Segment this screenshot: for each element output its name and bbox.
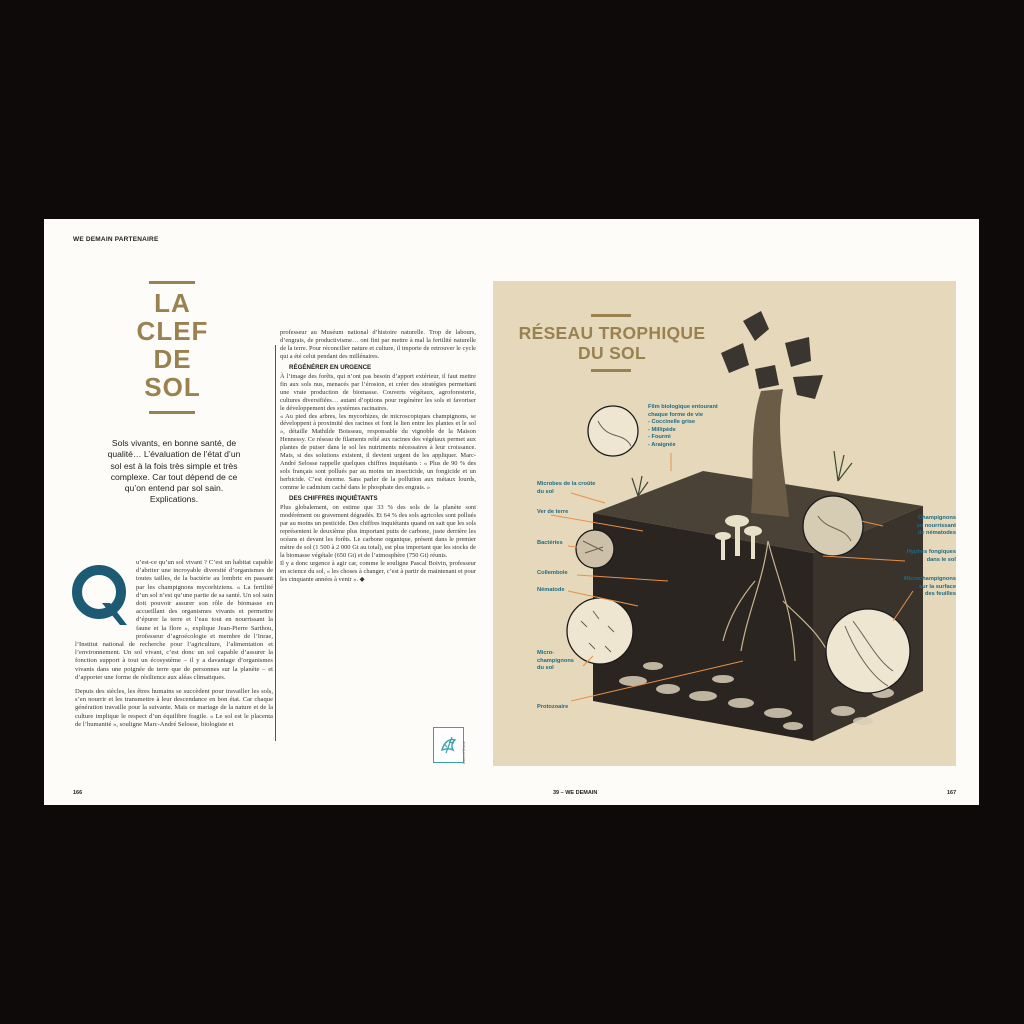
label-biological-film: Film biologique entourant chaque forme de vie - Coccinelle grise - Millipède - Fourmi - Araignée <box>648 404 718 448</box>
label-soil-microfungi: Micro- champignons du sol <box>537 650 574 672</box>
paragraph: Il y a donc urgence à agir car, comme le souligne Pascal Boivin, professeur en science du sol, « les choses à changer, c’est à partir de maintenant et pour les cinquante années à venir ». ◆ <box>280 559 476 583</box>
label-earthworm: Ver de terre <box>537 509 569 515</box>
label-springtail: Collembole <box>537 570 568 576</box>
vine-leaves <box>721 311 823 399</box>
article-column-2 <box>280 329 476 584</box>
title-line: SOL <box>144 372 201 402</box>
label-bacteria: Bactéries <box>537 540 563 546</box>
subheading: DES CHIFFRES INQUIÉTANTS <box>289 495 378 503</box>
paragraph: Plus globalement, on estime que 33 % des sols de la planète sont modérément ou gravement dégradés. Et 64 % des sols agricoles sont pollués par au moins un pesticide. Des chiffres inquiétants quand on sait que les sols représentent le deuxième plus important puits de carbone, juste derrière les océans et devant les forêts. Le carbone organique, présent dans le premier mètre de sol (1 500 à 2 000 Gt au total), est plus important que les stocks de la biomasse végétale (650 Gt) et de l’atmosphère (750 Gt) réunis. <box>280 504 476 559</box>
dropcap-glyph <box>72 559 130 633</box>
column-divider <box>275 345 276 741</box>
label-nematode: Nématode <box>537 587 565 593</box>
tree-trunk <box>751 389 789 517</box>
intro-standfirst: Sols vivants, en bonne santé, de qualité… L’évaluation de l’état d’un sol est à la fois très simple et très complexe. Car tout dépend de ce qu’on entend par sol sain. Explications. <box>107 438 241 505</box>
article-title <box>135 289 210 401</box>
title-line: DE <box>153 344 192 374</box>
soil-cube-illustration <box>493 281 956 766</box>
title-rule-top <box>149 281 195 284</box>
illustration-credit: Laurent Duval <box>462 741 466 764</box>
title-line: CLEF <box>136 316 209 346</box>
hennessy-logo-icon <box>433 727 464 763</box>
title-rule-bottom <box>149 411 195 414</box>
magazine-spread <box>44 219 979 805</box>
paragraph: u’est-ce qu’un sol vivant ? C’est un habitat capable d’abriter une incroyable diversité d’organismes de toutes tailles, de la bactérie au lombric en passant par les champignons mycorhiziens. « La fertilité d’un sol n’est qu’une partie de sa santé. Un sol sain doit pouvoir assurer son rôle de biomasse en accueillant des organismes vivants et permettre d’épurer la terre et l’eau tout en nourrissant la faune et la flore », explique Jean-Pierre Sarthou, professeur d’agroécologie et membre de l’Inrae, l’Institut national de recherche pour l’agriculture, l’alimentation et l’environnement. Un sol vivant, c’est donc un sol capable d’assurer la fonction support à tout un écosystème – il y a davantage d’organismes vivants dans une poignée de terre que de personnes sur la planète – et d’apporter une forme de résilience aux aléas climatiques. <box>75 559 273 681</box>
article-column-1 <box>75 559 273 735</box>
poster-title-line: RÉSEAU TROPHIQUE <box>518 323 706 343</box>
label-protozoa: Protozoaire <box>537 704 569 710</box>
title-line: LA <box>154 288 191 318</box>
label-nematode-fungi: Champignons se nourrissant de nématodes <box>916 515 956 537</box>
dropcap <box>72 559 130 633</box>
label-fungal-hyphae: Hyphes fongiques dans le sol <box>906 549 956 563</box>
paragraph: professeur au Muséum national d’histoire naturelle. Trop de labours, d’engrais, de productivisme… ont fini par mettre à mal la fertilité naturelle de la terre. Pour réconcilier nature et culture, il importe de retrouver le cycle qui a été celui pendant des millénaires. <box>280 329 476 360</box>
paragraph: « Au pied des arbres, les mycorhizes, de microscopiques champignons, se développent à proximité des racines et font le lien entre les plantes et le sol », détaille Mathilde Boisseau, responsable du vignoble de la Maison Hennessy. Ce réseau de filaments relié aux racines des végétaux permet aux plantes de puiser dans le sol les nutriments nécessaires à leur croissance. Mais, si des solutions existent, il devient urgent de les appliquer. Marc-André Selosse rappelle quelques chiffres inquiétants : « Plus de 90 % des sols français sont pollués par au moins un insecticide, un fongicide et un herbicide. C’est énorme. Sans parler de la pollution aux métaux lourds, comme le cadmium caché dans le phosphate des engrais. » <box>280 412 476 492</box>
section-header: WE DEMAIN PARTENAIRE <box>73 236 159 243</box>
soil-food-web-poster <box>493 281 956 766</box>
page-number-left: 166 <box>73 790 83 796</box>
label-leaf-microfungi: Microchampignons sur la surface des feuilles <box>903 576 956 598</box>
footer-magazine: 39 – WE DEMAIN <box>553 790 598 796</box>
page-number-right: 167 <box>947 790 957 796</box>
label-microbes: Microbes de la croûte du sol <box>537 481 596 495</box>
subheading: RÉGÉNÉRER EN URGENCE <box>289 363 372 371</box>
paragraph: Depuis des siècles, les êtres humains se succèdent pour travailler les sols, s’en nourrir et les transmettre à leur descendance en bon état. Car chaque génération travaille pour la suivante. Mais ce mariage de la nature et de la culture implique le respect d’un équilibre fragile. « Le sol est le placenta de l’humanité », souligne Marc-André Selosse, biologiste et <box>75 688 273 728</box>
paragraph: À l’image des forêts, qui n’ont pas besoin d’apport extérieur, il faut mettre fin aux sols nus, menacés par l’érosion, et créer des stratégies permettant une vraie production de biomasse. Couverts végétaux, agroforesterie, cultures diversifiées… autant d’options pour regénérer les sols et favoriser le développement des systèmes racinaires. <box>280 372 476 412</box>
poster-title-line: DU SOL <box>578 343 646 363</box>
